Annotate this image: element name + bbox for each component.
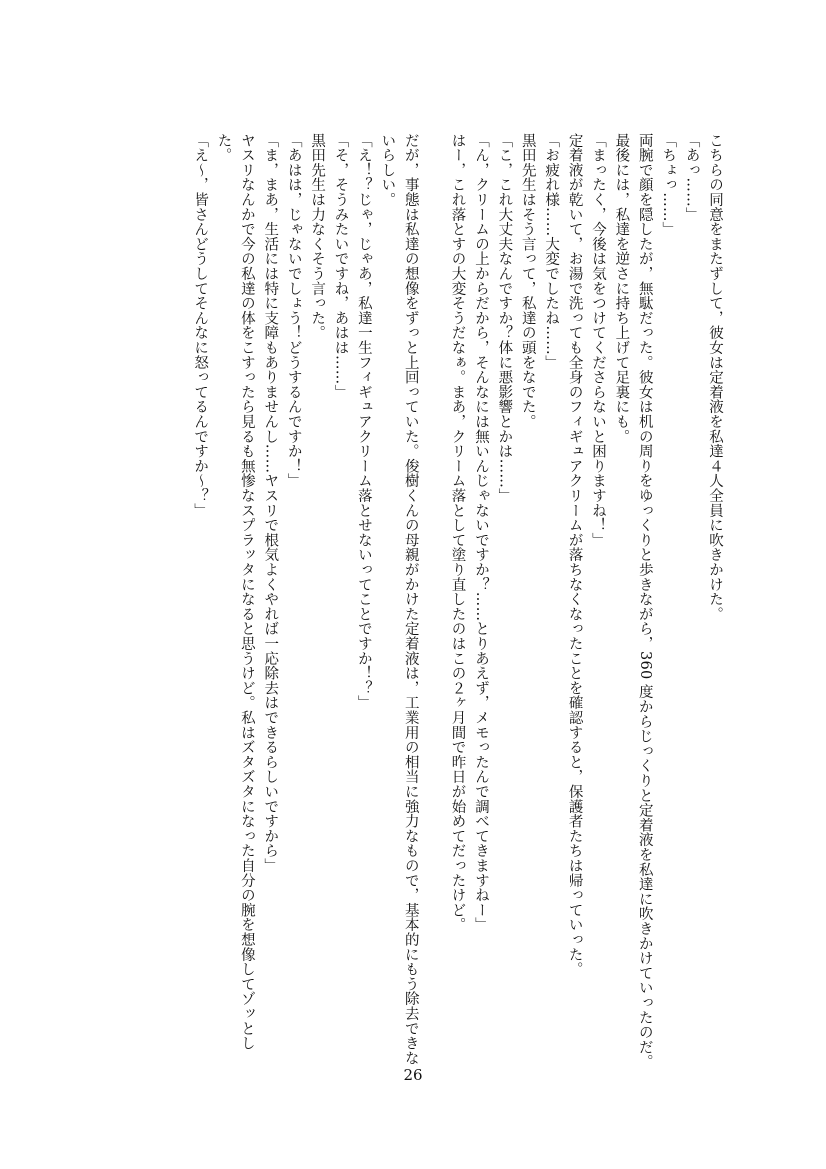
text-line: 最後には，私達を逆さに持ち上げて足裏にも。	[613, 133, 630, 444]
text-line: 「え！？じゃ，じゃあ，私達一生フィギュアクリーム落とせないってことですか！？」	[355, 133, 372, 711]
text-line: 「まったく，今後は気をつけてくださらないと困りますね！」	[589, 133, 606, 548]
text-line: た。	[215, 133, 232, 163]
text-line: 「ま，まあ，生活には特に支障もありませんし……ヤスリで根気よくやれば一応除去はできるらしいですから」	[262, 133, 279, 873]
text-line: 「お疲れ様……大変でしたね……」	[543, 133, 560, 370]
text-line: 「ちょっ……」	[660, 133, 677, 237]
text-line: 黒田先生はそう言って，私達の頭をなでた。	[519, 133, 536, 429]
text-line: 「そ，そうみたいですね，あはは……」	[332, 133, 349, 400]
text-line: だが，事態は私達の想像をずっと上回っていた。俊樹くんの母親がかけた定着液は，工業用の相当に強力なもので，基本的にもう除去できな	[402, 133, 419, 1066]
text-line: はー，これ落とすの大変そうだなぁ。まあ，クリーム落として塗り直したのはこの２ヶ月間で昨日が始めてだったけど。	[449, 133, 466, 933]
text-line: ヤスリなんかで今の私達の体をこすったら見るも無惨なスプラッタになると思うけど。私はズタズタになった自分の腕を想像してゾッとし	[238, 133, 255, 1051]
text-line: こちらの同意をまたずして，彼女は定着液を私達４人全員に吹きかけた。	[707, 133, 723, 622]
text-line: 「ん，クリームの上からだから，そんなには無いんじゃないですか？……とりあえず，メモったんで調べてきますねー」	[472, 133, 489, 933]
text-line: 両腕で顔を隠したが，無駄だった。彼女は机の周りをゆっくりと歩きながら，360 度からじっくりと定着液を私達に吹きかけていったのだ。	[636, 133, 653, 1070]
text-line: 「え～，皆さんどうしてそんなに怒ってるんですか～？」	[192, 133, 209, 518]
text-line: 定着液が乾いて，お湯で洗っても全身のフィギュアクリームが落ちなくなったことを確認すると，保護者たちは帰っていった。	[566, 133, 583, 977]
page-number: 26	[403, 1066, 423, 1084]
text-line: 「こ，これ大丈夫なんですか？体に悪影響とかは……」	[496, 133, 513, 503]
text-line: 「あはは，じゃないでしょう！どうするんですか！」	[285, 133, 302, 489]
body-text	[188, 133, 726, 1070]
text-line: 黒田先生は力なくそう言った。	[309, 133, 326, 341]
blank-line	[422, 133, 445, 1063]
text-line: 「あっ……」	[683, 133, 700, 222]
text-line: いらしい。	[379, 133, 396, 207]
